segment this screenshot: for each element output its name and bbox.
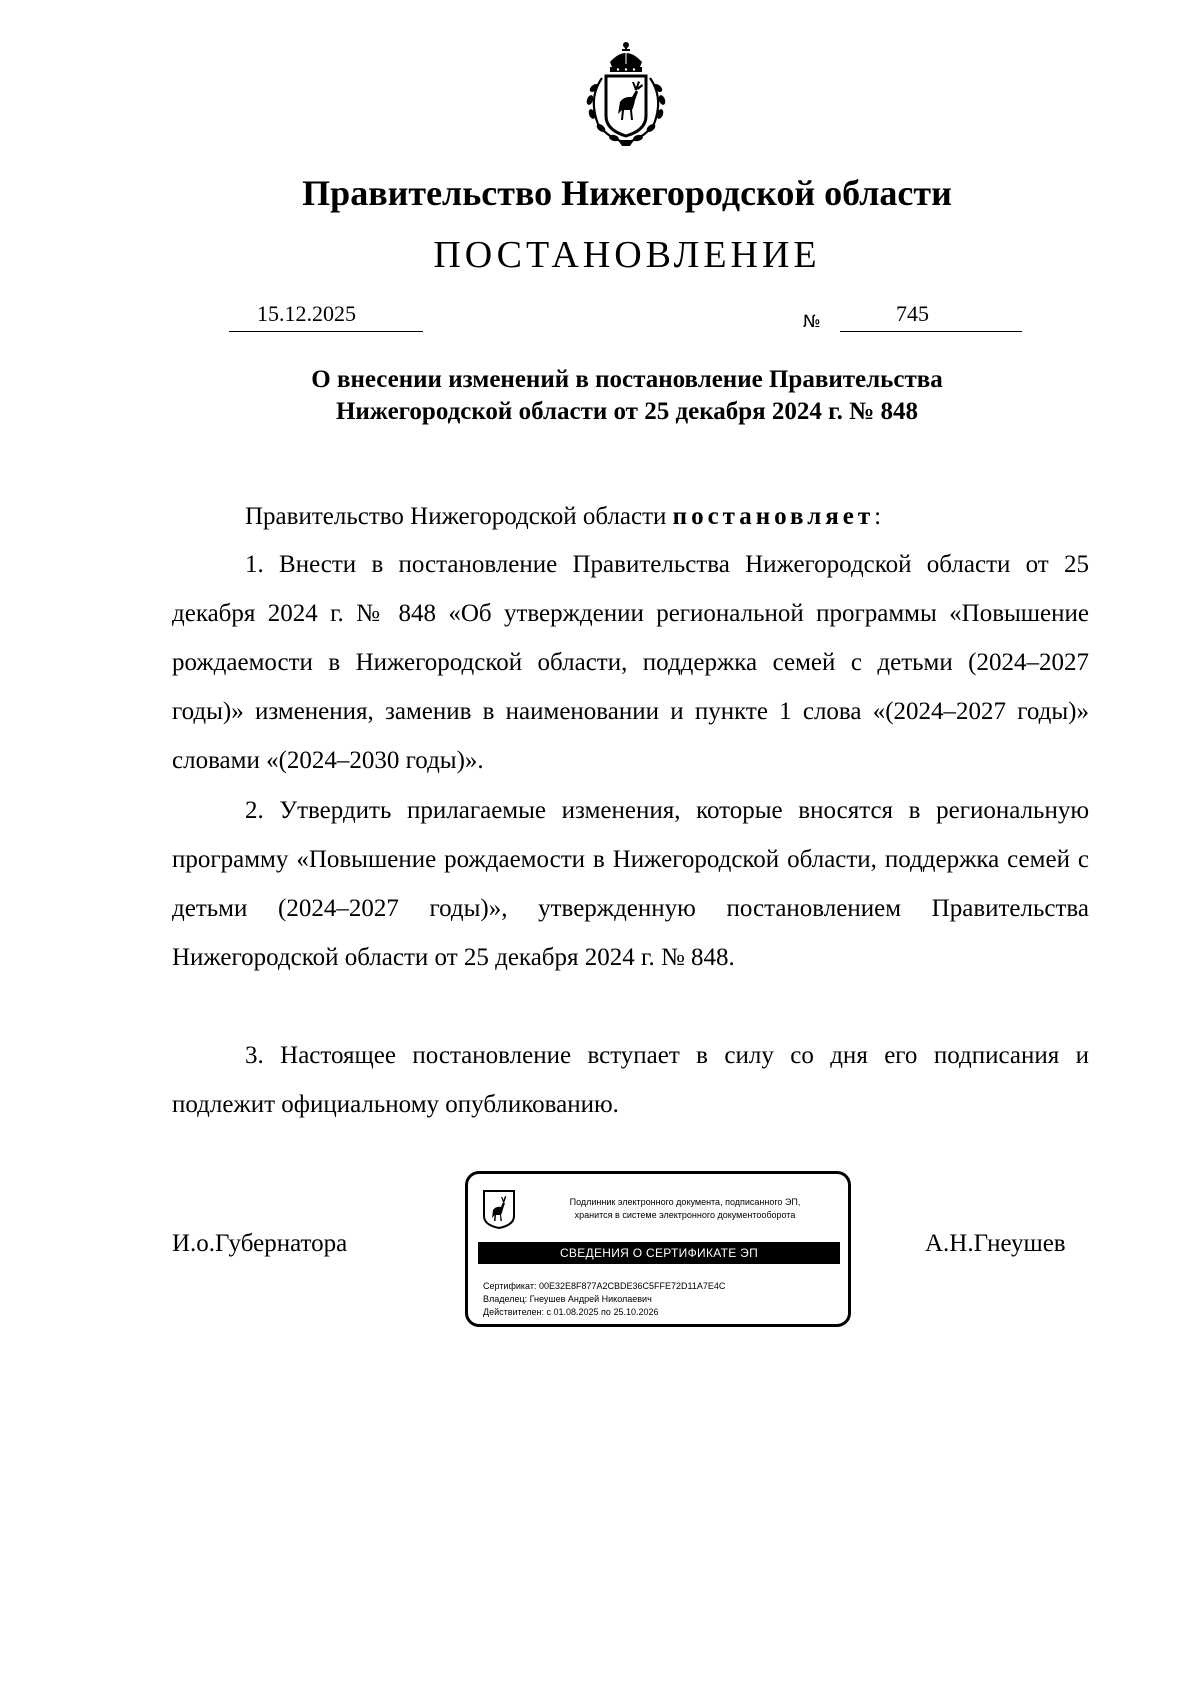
subject-line-1: О внесении изменений в постановление Правительства [311,366,943,393]
intro-paragraph [172,492,1089,541]
subject-line-2: Нижегородской области от 25 декабря 2024 г. № 848 [335,398,919,425]
document-date: 15.12.2025 [257,301,356,326]
date-field [229,301,423,332]
nizhny-novgorod-coat-of-arms-icon [574,40,678,148]
stamp-original-line-2: хранится в системе электронного документооборота [574,1210,796,1220]
document-subject [180,364,1074,428]
document-type: ПОСТАНОВЛЕНИЕ [433,234,821,276]
stamp-validity: Действителен: с 01.08.2025 по 25.10.2026 [483,1307,659,1317]
intro-prefix: Правительство Нижегородской области [245,503,673,530]
intro-action: постановляет [672,503,875,530]
stamp-original-notice [524,1196,846,1222]
item-1-paragraph: 1. Внести в постановление Правительства Нижегородской области от 25 декабря 2024 г. № 848 «Об утверждении региональной программы «Повышение рождаемости в Нижегородской области, поддержка семей с детьми (2024–2027 годы)» изменения, заменив в наименовании и пункте 1 слова «(2024–2027 годы)» словами «(2024–2030 годы)». [172,551,1089,774]
organization-title: Правительство Нижегородской области [302,173,952,213]
document-number: 745 [896,301,929,326]
stamp-certificate-details [483,1280,725,1319]
stamp-owner: Владелец: Гнеушев Андрей Николаевич [483,1294,652,1304]
number-sign: № [803,312,821,332]
signer-title: И.о.Губернатора [172,1230,348,1257]
nizhny-novgorod-shield-icon [481,1188,517,1230]
number-field [840,301,1022,332]
signer-name: А.Н.Гнеушев [925,1230,1066,1257]
intro-suffix: : [874,503,882,530]
item-2-paragraph: 2. Утвердить прилагаемые изменения, которые вносятся в региональную программу «Повышение рождаемости в Нижегородской области, поддержка семей с детьми (2024–2027 годы)», утвержденную постановлением Правительства Нижегородской области от 25 декабря 2024 г. № 848. [172,797,1089,971]
stamp-certificate: Сертификат: 00E32E8F877A2CBDE36C5FFE72D11A7E4C [483,1281,726,1291]
item-3-paragraph: 3. Настоящее постановление вступает в силу со дня его подписания и подлежит официальному опубликованию. [172,1042,1089,1118]
electronic-signature-stamp [465,1171,851,1327]
stamp-heading: СВЕДЕНИЯ О СЕРТИФИКАТЕ ЭП [478,1242,840,1264]
stamp-original-line-1: Подлинник электронного документа, подписанного ЭП, [569,1197,801,1207]
